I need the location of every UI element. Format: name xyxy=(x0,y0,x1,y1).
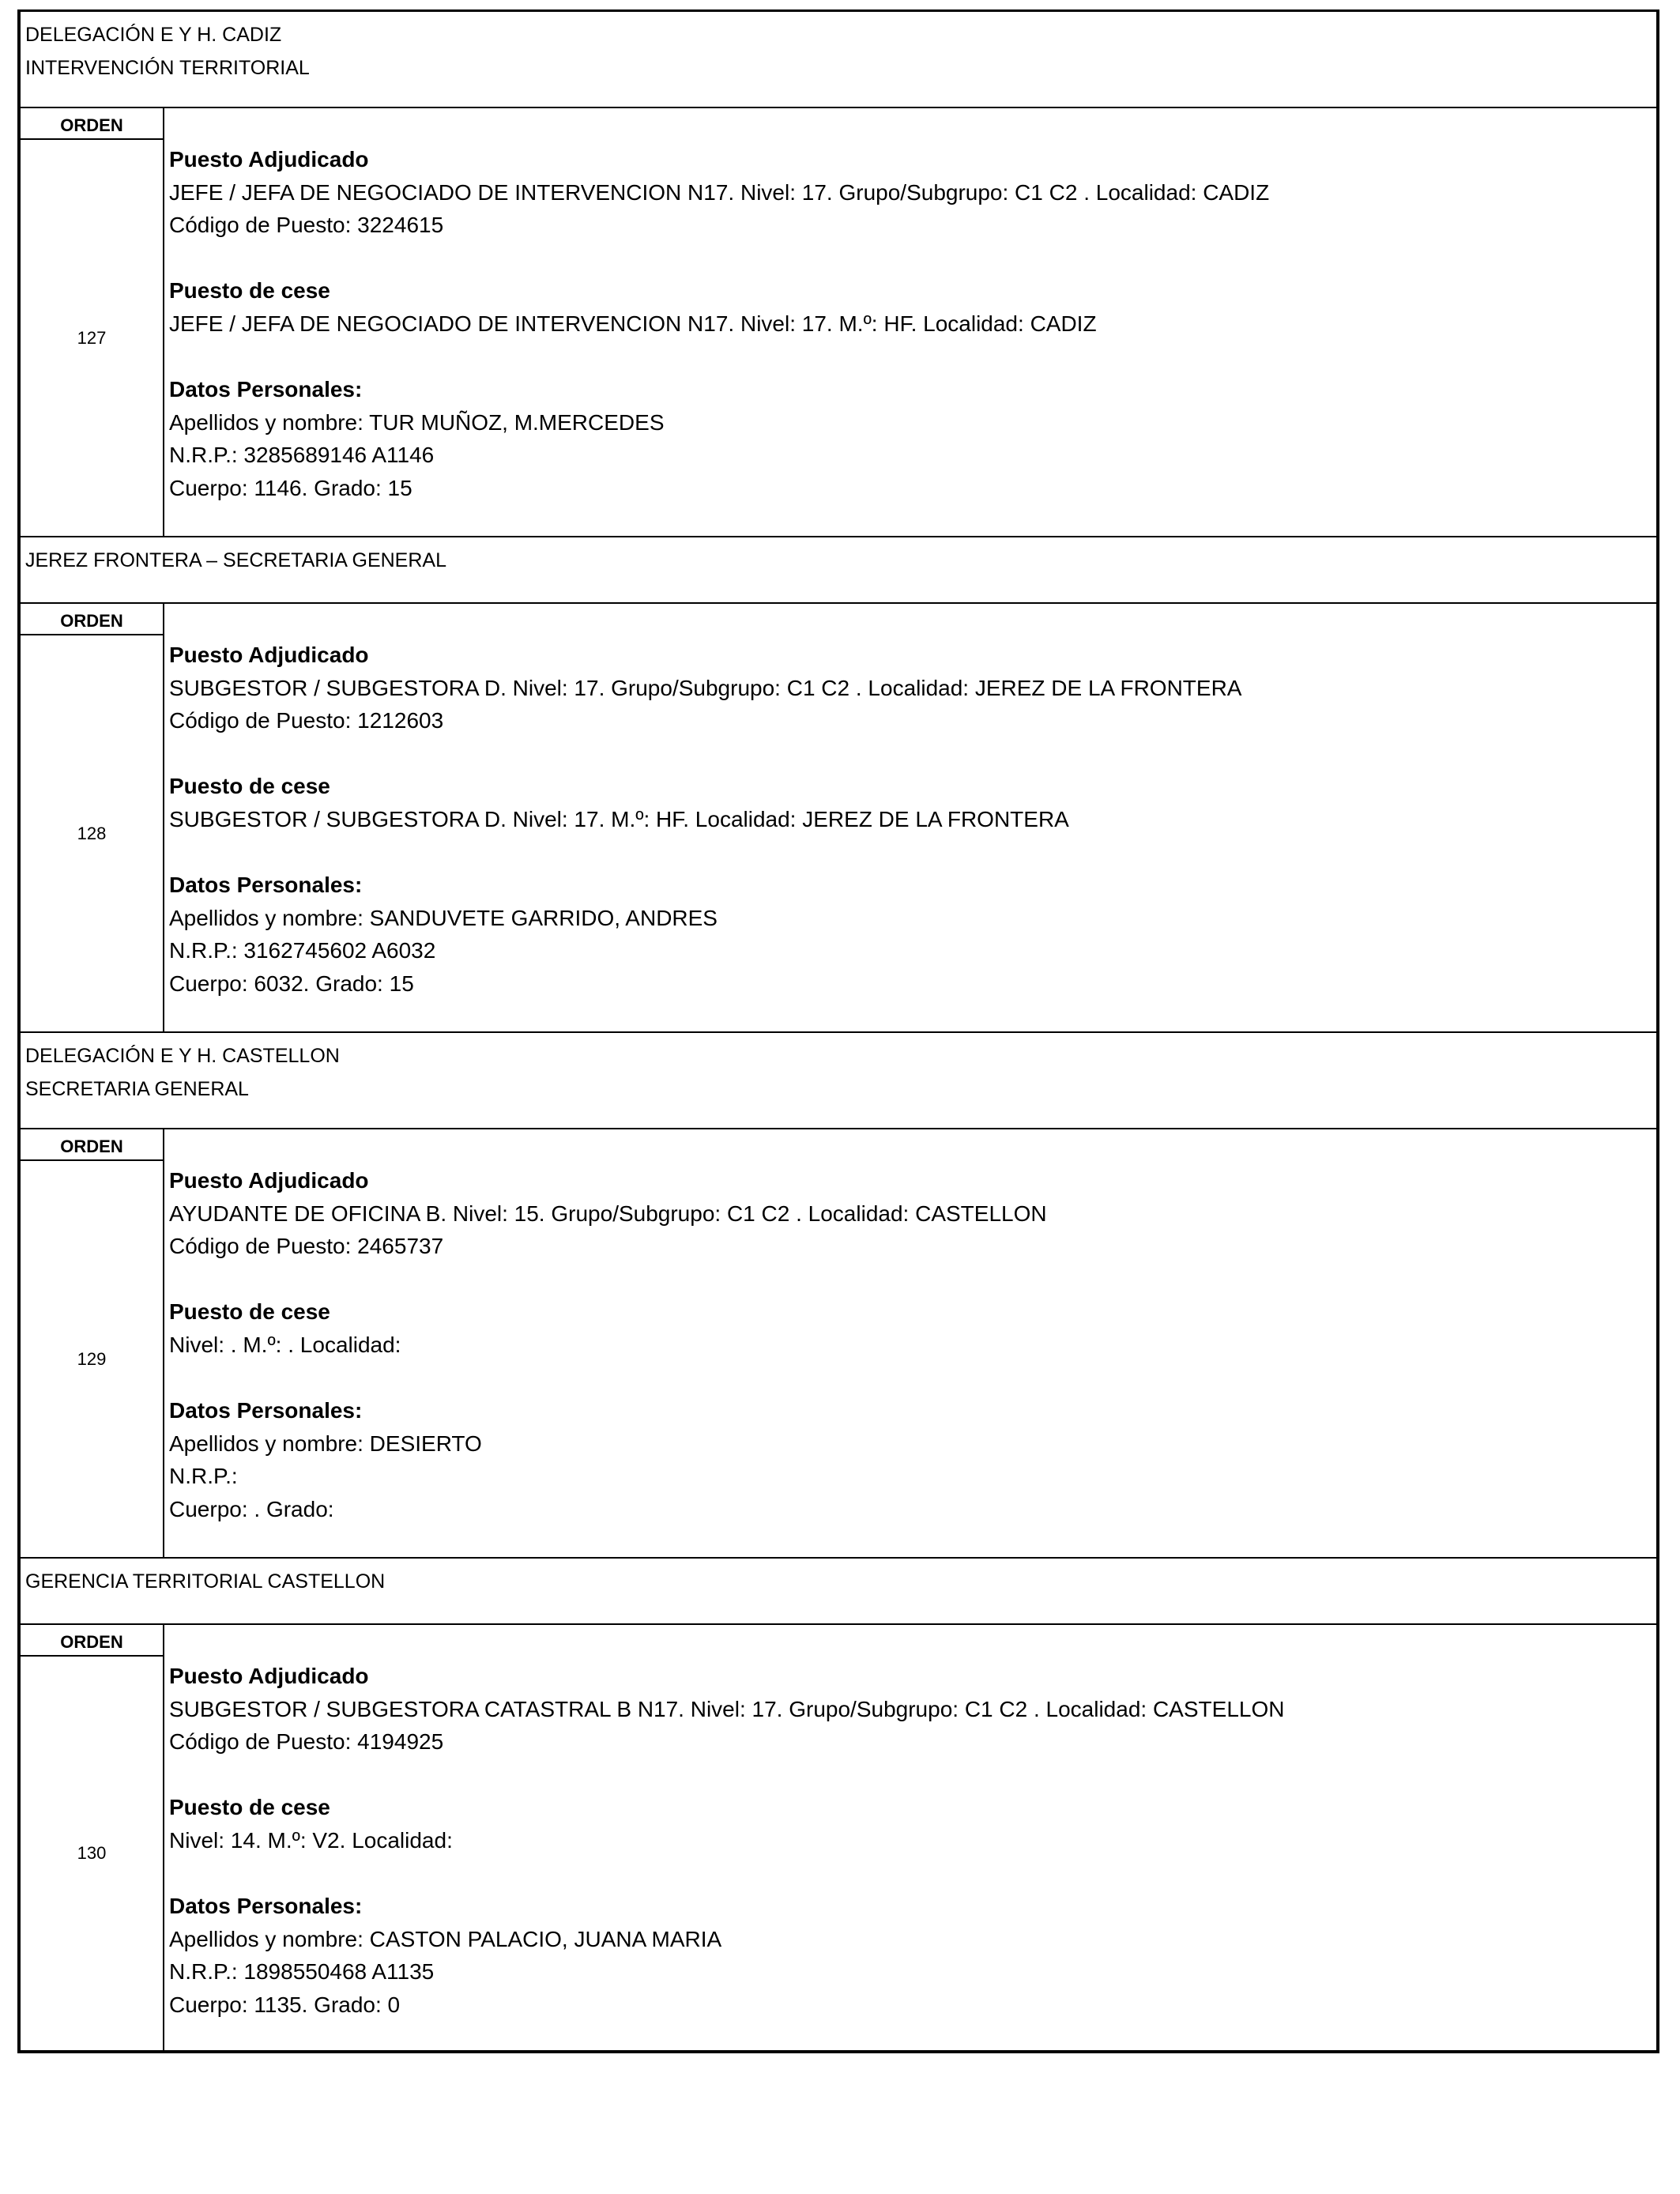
datos-personales-heading: Datos Personales: xyxy=(169,377,363,402)
apellidos-nombre: Apellidos y nombre: SANDUVETE GARRIDO, ANDRES xyxy=(169,905,718,930)
codigo-puesto: Código de Puesto: 4194925 xyxy=(169,1729,444,1755)
section-header-line: JEREZ FRONTERA – SECRETARIA GENERAL xyxy=(25,549,446,571)
section-header-line: GERENCIA TERRITORIAL CASTELLON xyxy=(25,1570,386,1593)
puesto-cese-text: Nivel: 14. M.º: V2. Localidad: xyxy=(169,1827,453,1853)
section-header-line: INTERVENCIÓN TERRITORIAL xyxy=(25,57,310,79)
codigo-puesto: Código de Puesto: 3224615 xyxy=(169,213,444,238)
nrp: N.R.P.: 3162745602 A6032 xyxy=(169,938,436,963)
orden-number: 127 xyxy=(77,327,107,348)
orden-label: ORDEN xyxy=(21,1625,163,1657)
puesto-adjudicado-text: AYUDANTE DE OFICINA B. Nivel: 15. Grupo/Subgrupo: C1 C2 . Localidad: CASTELLON xyxy=(169,1201,1047,1226)
puesto-adjudicado-text: SUBGESTOR / SUBGESTORA D. Nivel: 17. Grupo/Subgrupo: C1 C2 . Localidad: JEREZ DE LA FRONTERA xyxy=(169,675,1242,700)
puesto-cese-heading: Puesto de cese xyxy=(169,1795,330,1820)
puesto-adjudicado-heading: Puesto Adjudicado xyxy=(169,1168,369,1193)
entry-details xyxy=(164,1625,1656,2050)
nrp: N.R.P.: xyxy=(169,1464,238,1489)
puesto-adjudicado-heading: Puesto Adjudicado xyxy=(169,147,369,172)
puesto-cese-text: SUBGESTOR / SUBGESTORA D. Nivel: 17. M.º: HF. Localidad: JEREZ DE LA FRONTERA xyxy=(169,806,1069,831)
apellidos-nombre: Apellidos y nombre: DESIERTO xyxy=(169,1431,482,1456)
datos-personales-heading: Datos Personales: xyxy=(169,1894,363,1919)
orden-number: 130 xyxy=(77,1843,107,1863)
puesto-cese-heading: Puesto de cese xyxy=(169,1299,330,1325)
entry-row xyxy=(21,1625,1656,2050)
section-header xyxy=(21,1033,1656,1129)
section-header-line: DELEGACIÓN E Y H. CASTELLON xyxy=(25,1045,340,1067)
codigo-puesto: Código de Puesto: 2465737 xyxy=(169,1234,444,1259)
section-header xyxy=(21,12,1656,108)
puesto-adjudicado-heading: Puesto Adjudicado xyxy=(169,1664,369,1688)
puesto-cese-heading: Puesto de cese xyxy=(169,774,330,799)
orden-number: 129 xyxy=(77,1348,107,1369)
orden-label: ORDEN xyxy=(21,604,163,635)
nrp: N.R.P.: 1898550468 A1135 xyxy=(169,1959,435,1985)
section-header-line: DELEGACIÓN E Y H. CADIZ xyxy=(25,24,282,46)
orden-label: ORDEN xyxy=(21,1129,163,1161)
document-table xyxy=(17,9,1659,2053)
orden-column xyxy=(21,1625,164,2050)
apellidos-nombre: Apellidos y nombre: TUR MUÑOZ, M.MERCEDES xyxy=(169,409,665,435)
entry-row xyxy=(21,108,1656,537)
codigo-puesto: Código de Puesto: 1212603 xyxy=(169,708,444,733)
datos-personales-heading: Datos Personales: xyxy=(169,1398,363,1423)
puesto-cese-text: Nivel: . M.º: . Localidad: xyxy=(169,1332,401,1357)
orden-label: ORDEN xyxy=(21,108,163,140)
section-header xyxy=(21,1559,1656,1625)
entry-row xyxy=(21,604,1656,1033)
cuerpo-grado: Cuerpo: 6032. Grado: 15 xyxy=(169,971,414,996)
puesto-cese-text: JEFE / JEFA DE NEGOCIADO DE INTERVENCION N17. Nivel: 17. M.º: HF. Localidad: CADIZ xyxy=(169,311,1097,336)
puesto-adjudicado-text: JEFE / JEFA DE NEGOCIADO DE INTERVENCION N17. Nivel: 17. Grupo/Subgrupo: C1 C2 . Localidad: CADIZ xyxy=(169,179,1270,205)
cuerpo-grado: Cuerpo: 1146. Grado: 15 xyxy=(169,475,412,500)
apellidos-nombre: Apellidos y nombre: CASTON PALACIO, JUANA MARIA xyxy=(169,1926,722,1951)
orden-number: 128 xyxy=(77,823,107,843)
entry-details xyxy=(164,604,1656,1031)
puesto-adjudicado-text: SUBGESTOR / SUBGESTORA CATASTRAL B N17. Nivel: 17. Grupo/Subgrupo: C1 C2 . Localidad: CASTELLON xyxy=(169,1696,1285,1721)
entry-details xyxy=(164,1129,1656,1557)
section-header-line: SECRETARIA GENERAL xyxy=(25,1078,249,1100)
orden-column xyxy=(21,1129,164,1557)
cuerpo-grado: Cuerpo: . Grado: xyxy=(169,1496,334,1521)
cuerpo-grado: Cuerpo: 1135. Grado: 0 xyxy=(169,1992,401,2017)
orden-column xyxy=(21,604,164,1031)
orden-column xyxy=(21,108,164,536)
nrp: N.R.P.: 3285689146 A1146 xyxy=(169,443,435,468)
puesto-adjudicado-heading: Puesto Adjudicado xyxy=(169,643,369,667)
puesto-cese-heading: Puesto de cese xyxy=(169,278,330,303)
section-header xyxy=(21,537,1656,604)
entry-row xyxy=(21,1129,1656,1559)
entry-details xyxy=(164,108,1656,536)
datos-personales-heading: Datos Personales: xyxy=(169,873,363,898)
